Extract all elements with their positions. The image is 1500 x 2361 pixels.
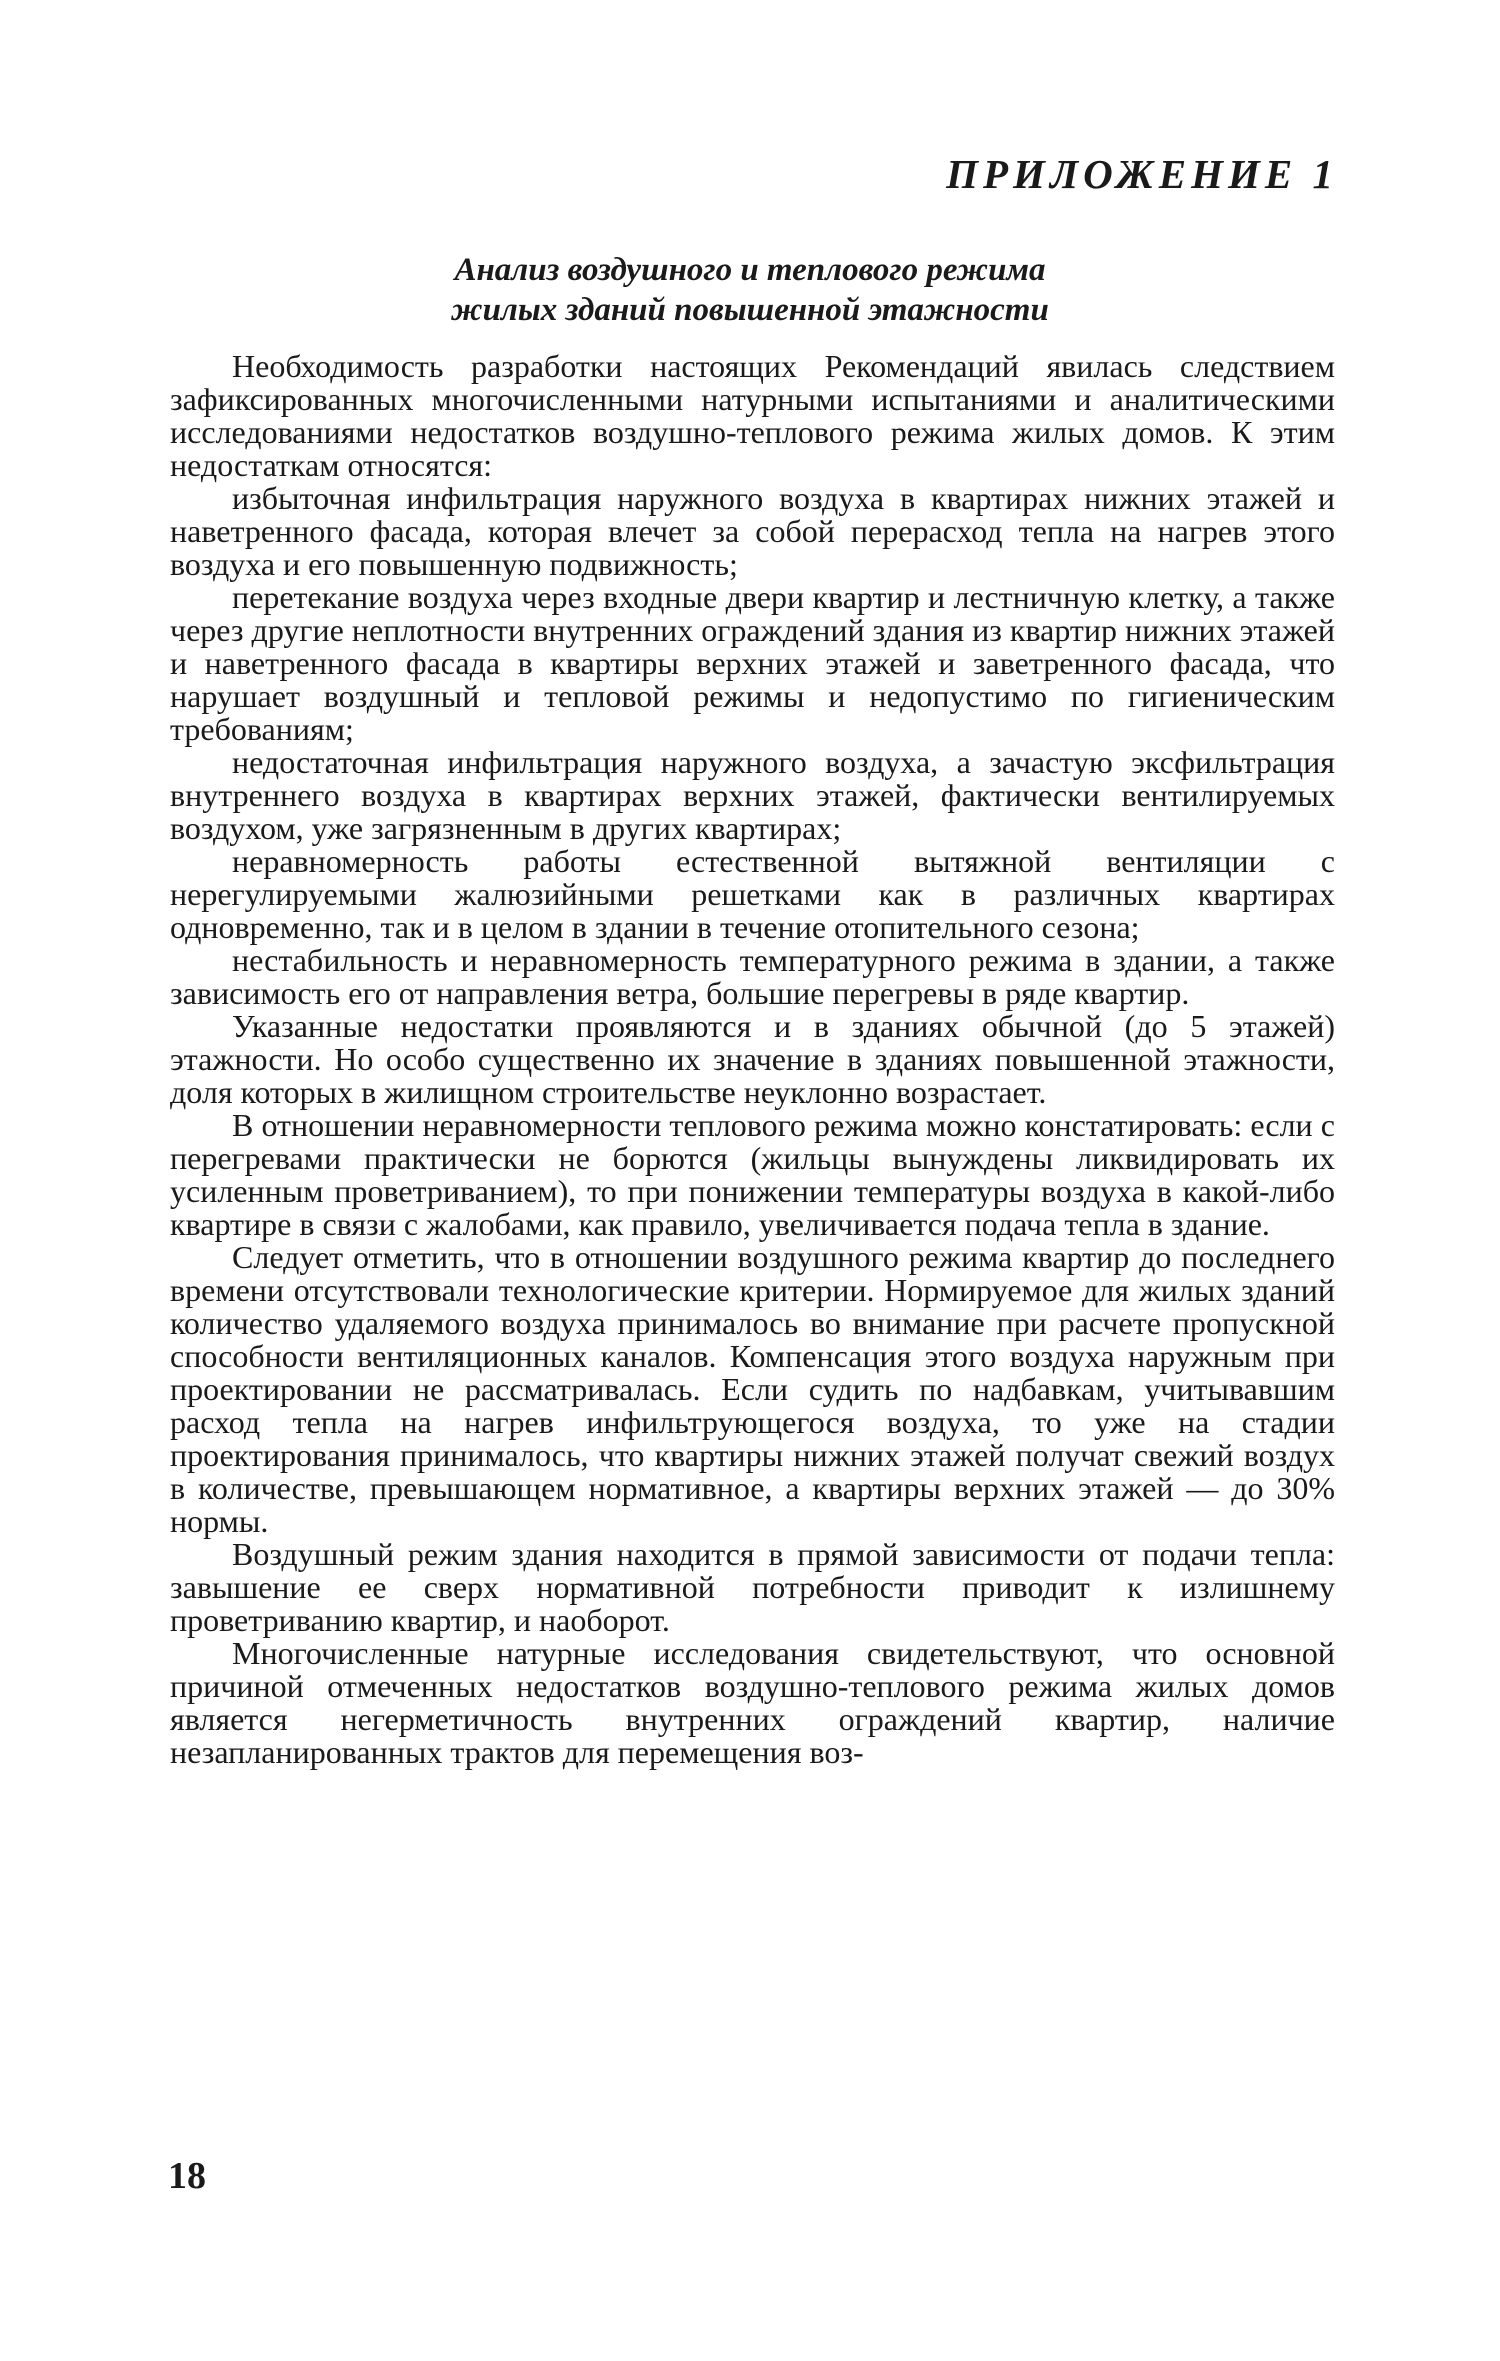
- section-title-line-1: Анализ воздушного и теплового режима: [454, 252, 1046, 288]
- body-text: [170, 350, 1335, 1769]
- paragraph: Воздушный режим здания находится в прямой зависимости от подачи тепла: завышение ее сверх нормативной потребности приводит к излишнему проветриванию квартир, и наоборот.: [170, 1536, 1335, 1638]
- paragraph: Необходимость разработки настоящих Рекомендаций явилась следствием зафиксированных многочисленными натурными испытаниями и аналитическими исследованиями недостатков воздушно-теплового режима жилых домов. К этим недостаткам относятся:: [170, 348, 1335, 483]
- paragraph: Следует отметить, что в отношении воздушного режима квартир до последнего времени отсутствовали технологические критерии. Нормируемое для жилых зданий количество удаляемого воздуха принималось во внимание при расчете пропускной способности вентиляционных каналов. Компенсация этого воздуха наружным при проектировании не рассматривалась. Если судить по надбавкам, учитывавшим расход тепла на нагрев инфильтрующегося воздуха, то уже на стадии проектирования принималось, что квартиры нижних этажей получат свежий воздух в количестве, превышающем нормативное, а квартиры верхних этажей — до 30% нормы.: [170, 1239, 1335, 1539]
- paragraph: В отношении неравномерности теплового режима можно констатировать: если с перегревами практически не борются (жильцы вынуждены ликвидировать их усиленным проветриванием), то при понижении температуры воздуха в какой-либо квартире в связи с жалобами, как правило, увеличивается подача тепла в здание.: [170, 1107, 1335, 1242]
- paragraph: неравномерность работы естественной вытяжной вентиляции с нерегулируемыми жалюзийными решетками как в различных квартирах одновременно, так и в целом в здании в течение отопительного сезона;: [170, 843, 1335, 945]
- paragraph: избыточная инфильтрация наружного воздуха в квартирах нижних этажей и наветренного фасада, которая влечет за собой перерасход тепла на нагрев этого воздуха и его повышенную подвижность;: [170, 480, 1335, 582]
- paragraph: перетекание воздуха через входные двери квартир и лестничную клетку, а также через другие неплотности внутренних ограждений здания из квартир нижних этажей и наветренного фасада в квартиры верхних этажей и заветренного фасада, что нарушает воздушный и тепловой режимы и недопустимо по гигиеническим требованиям;: [170, 579, 1335, 747]
- page-number: 18: [168, 2155, 206, 2197]
- paragraph: Многочисленные натурные исследования свидетельствуют, что основной причиной отмеченных недостатков воздушно-теплового режима жилых домов является негерметичность внутренних ограждений квартир, наличие незапланированных трактов для перемещения воз-: [170, 1635, 1335, 1770]
- paragraph: нестабильность и неравномерность температурного режима в здании, а также зависимость его от направления ветра, большие перегревы в ряде квартир.: [170, 942, 1335, 1011]
- paragraph: Указанные недостатки проявляются и в зданиях обычной (до 5 этажей) этажности. Но особо существенно их значение в зданиях повышенной этажности, доля которых в жилищном строительстве неуклонно возрастает.: [170, 1008, 1335, 1110]
- appendix-label: ПРИЛОЖЕНИЕ 1: [946, 151, 1338, 197]
- section-title: [170, 250, 1330, 330]
- paragraph: недостаточная инфильтрация наружного воздуха, а зачастую эксфильтрация внутреннего воздуха в квартирах верхних этажей, фактически вентилируемых воздухом, уже загрязненным в других квартирах;: [170, 744, 1335, 846]
- section-title-line-2: жилых зданий повышенной этажности: [451, 292, 1049, 328]
